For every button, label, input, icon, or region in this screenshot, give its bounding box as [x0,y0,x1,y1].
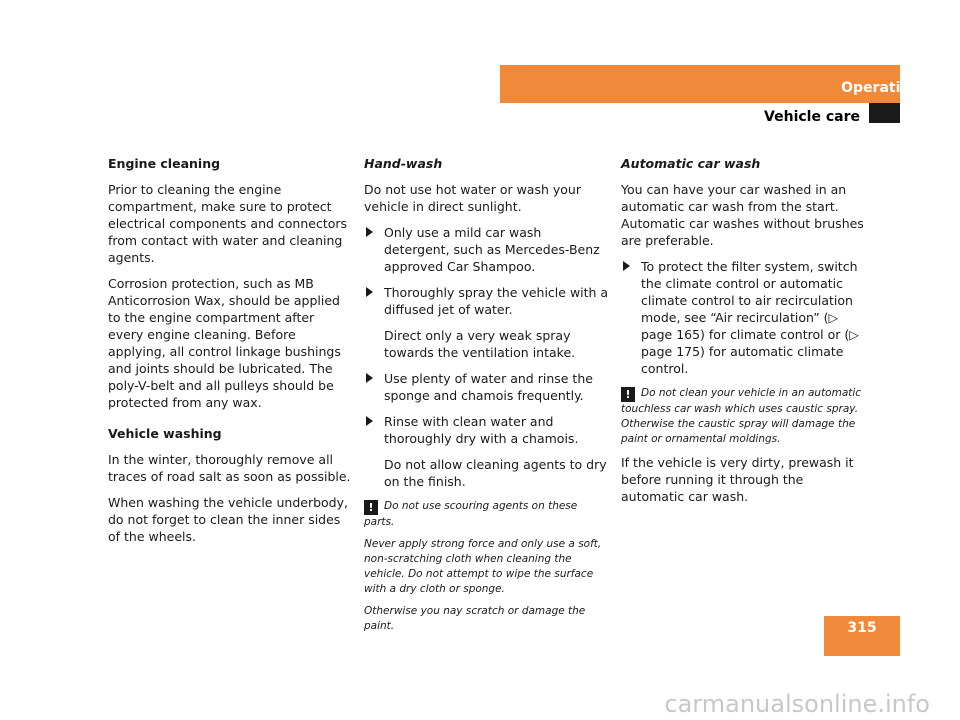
paragraph: In the winter, thoroughly remove all traces of road salt as soon as possible. [108,452,351,484]
paragraph: You can have your car washed in an automatic car wash from the start. Automatic car washes without brushes are preferable. [621,182,864,248]
paragraph: Prior to cleaning the engine compartment, make sure to protect electrical components and connectors from contact with water and cleaning agents. [108,182,348,265]
list-item [621,258,866,377]
watermark: carmanualsonline.info [664,690,930,718]
list-item-text: Rinse with clean water and thoroughly dry with a chamois. [384,414,579,446]
paragraph: If the vehicle is very dirty, prewash it before running it through the automatic car wash. [621,455,854,504]
header-marker-block [869,103,900,123]
arrow-bullet-icon [623,261,630,271]
list-item-text: To protect the filter system, switch the climate control or automatic climate control to air recirculation mode, see “Air recirculation” (▷ page 165) for climate control or (▷ page 175) for automatic climate control. [641,259,859,376]
column-1 [108,155,353,554]
column-2 [364,155,609,641]
paragraph: When washing the vehicle underbody, do not forget to clean the inner sides of the wheels. [108,495,348,544]
arrow-bullet-icon [366,227,373,237]
list-item [364,413,609,447]
warning-note [621,386,866,447]
page-number: 315 [847,620,877,636]
warning-icon: ! [621,387,635,402]
note-text: Never apply strong force and only use a soft, non-scratching cloth when cleaning the vehicle. Do not attempt to wipe the surface with a dry cloth or sponge. [364,538,602,595]
subsection-title: Vehicle care [764,109,860,125]
heading-automatic-car-wash: Automatic car wash [621,156,761,171]
note-text: Do not clean your vehicle in an automatic touchless car wash which uses caustic spray. Otherwise the caustic spray will damage the paint or ornamental moldings. [621,387,862,445]
indented-text: Do not allow cleaning agents to dry on the finish. [384,457,607,489]
list-item-text: Use plenty of water and rinse the sponge and chamois frequently. [384,371,593,403]
header-bar [500,65,900,103]
arrow-bullet-icon [366,416,373,426]
arrow-bullet-icon [366,373,373,383]
warning-icon: ! [364,500,378,515]
list-item [364,224,609,275]
note-text: Do not use scouring agents on these parts. [364,500,578,528]
heading-hand-wash: Hand-wash [364,156,443,171]
heading-vehicle-washing: Vehicle washing [108,426,222,441]
column-3 [621,155,866,514]
heading-engine-cleaning: Engine cleaning [108,156,221,171]
paragraph: Do not use hot water or wash your vehicle in direct sunlight. [364,182,581,214]
arrow-bullet-icon [366,287,373,297]
list-item-text: Only use a mild car wash detergent, such as Mercedes-Benz approved Car Shampoo. [384,225,600,274]
warning-note [364,499,609,634]
list-item-text: Thoroughly spray the vehicle with a diffused jet of water. [384,285,609,317]
section-title: Operation [841,80,920,96]
note-text: Otherwise you nay scratch or damage the paint. [364,605,586,632]
indented-text: Direct only a very weak spray towards the ventilation intake. [384,328,576,360]
list-item [364,370,609,404]
list-item [364,284,609,318]
paragraph: Corrosion protection, such as MB Anticorrosion Wax, should be applied to the engine compartment after every engine cleaning. Before applying, all control linkage bushings and joints should be lubricated. The poly-V-belt and all pulleys should be protected from any wax. [108,276,341,410]
